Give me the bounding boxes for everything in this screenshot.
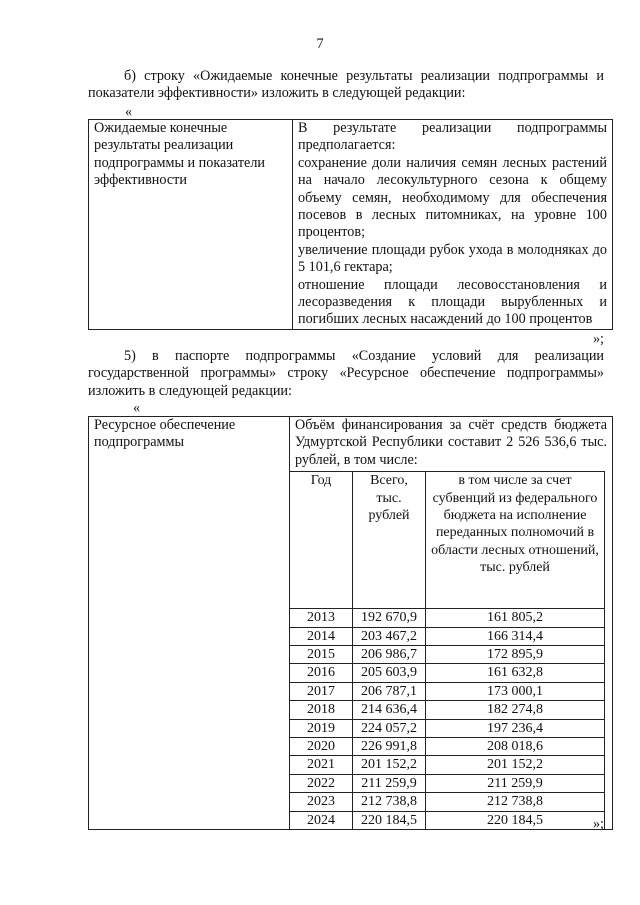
subvention-cell: 220 184,5 bbox=[426, 811, 605, 829]
open-quote-2: « bbox=[133, 400, 141, 416]
year-cell: 2022 bbox=[290, 774, 353, 792]
funding-years-table bbox=[289, 471, 605, 830]
results-table-content bbox=[293, 120, 613, 330]
subvention-cell: 173 000,1 bbox=[426, 682, 605, 700]
paragraph-b bbox=[88, 68, 604, 103]
year-cell: 2024 bbox=[290, 811, 353, 829]
table-row bbox=[290, 609, 605, 627]
table-row bbox=[290, 627, 605, 645]
year-cell: 2013 bbox=[290, 609, 353, 627]
year-cell: 2023 bbox=[290, 793, 353, 811]
subvention-cell: 208 018,6 bbox=[426, 738, 605, 756]
total-cell: 220 184,5 bbox=[353, 811, 426, 829]
subvention-cell: 197 236,4 bbox=[426, 719, 605, 737]
funding-table bbox=[88, 416, 613, 830]
close-quote-1: »; bbox=[592, 331, 604, 347]
subvention-cell: 201 152,2 bbox=[426, 756, 605, 774]
table-row bbox=[290, 701, 605, 719]
year-cell: 2014 bbox=[290, 627, 353, 645]
table-row bbox=[290, 682, 605, 700]
year-cell: 2019 bbox=[290, 719, 353, 737]
funding-intro: Объём финансирования за счёт средств бюджета Удмуртской Республики составит 2 526 536,6 тыс. рублей, в том числе: bbox=[295, 417, 607, 468]
year-cell: 2017 bbox=[290, 682, 353, 700]
table-row bbox=[290, 793, 605, 811]
subvention-cell: 161 632,8 bbox=[426, 664, 605, 682]
results-line: сохранение доли наличия семян лесных растений на начало лесокультурного сезона к общему объему семян, необходимому для обеспечения посевов в лесных питомниках, на уровне 100 процентов; bbox=[298, 154, 607, 241]
year-cell: 2015 bbox=[290, 646, 353, 664]
year-cell: 2020 bbox=[290, 738, 353, 756]
paragraph-b-text: б) строку «Ожидаемые конечные результаты реализации подпрограммы и показатели эффективности» изложить в следующей редакции: bbox=[88, 68, 604, 102]
total-cell: 214 636,4 bbox=[353, 701, 426, 719]
total-cell: 224 057,2 bbox=[353, 719, 426, 737]
open-quote-1: « bbox=[125, 104, 133, 120]
subvention-cell: 172 895,9 bbox=[426, 646, 605, 664]
page-number: 7 bbox=[316, 36, 324, 52]
year-cell: 2018 bbox=[290, 701, 353, 719]
total-cell: 206 787,1 bbox=[353, 682, 426, 700]
subvention-cell: 182 274,8 bbox=[426, 701, 605, 719]
total-cell: 226 991,8 bbox=[353, 738, 426, 756]
total-cell: 211 259,9 bbox=[353, 774, 426, 792]
table-row bbox=[290, 719, 605, 737]
year-cell: 2021 bbox=[290, 756, 353, 774]
results-line: отношение площади лесовосстановления и лесоразведения к площади вырубленных и погибших лесных насаждений до 100 процентов bbox=[298, 276, 607, 328]
results-table bbox=[88, 119, 613, 330]
table-row bbox=[290, 774, 605, 792]
paragraph-5-text: 5) в паспорте подпрограммы «Создание условий для реализации государственной программы» строку «Ресурсное обеспечение подпрограммы» изложить в следующей редакции: bbox=[88, 348, 604, 399]
results-table-label: Ожидаемые конечные результаты реализации подпрограммы и показатели эффективности bbox=[89, 120, 293, 330]
funding-table-label: Ресурсное обеспечение подпрограммы bbox=[89, 417, 290, 830]
paragraph-5 bbox=[88, 348, 604, 400]
table-row bbox=[290, 664, 605, 682]
total-cell: 203 467,2 bbox=[353, 627, 426, 645]
close-quote-2: »; bbox=[592, 816, 604, 832]
col-header-subvention: в том числе за счет субвенций из федерального бюджета на исполнение переданных полномочий в области лесных отношений, тыс. рублей bbox=[426, 472, 605, 609]
subvention-cell: 211 259,9 bbox=[426, 774, 605, 792]
table-row bbox=[290, 646, 605, 664]
total-cell: 206 986,7 bbox=[353, 646, 426, 664]
funding-table-content bbox=[290, 417, 613, 830]
col-header-total: Всего, тыс. рублей bbox=[353, 472, 426, 609]
subvention-cell: 212 738,8 bbox=[426, 793, 605, 811]
results-line: В результате реализации подпрограммы предполагается: bbox=[298, 120, 607, 154]
total-cell: 192 670,9 bbox=[353, 609, 426, 627]
table-row bbox=[290, 738, 605, 756]
subvention-cell: 166 314,4 bbox=[426, 627, 605, 645]
subvention-cell: 161 805,2 bbox=[426, 609, 605, 627]
total-cell: 205 603,9 bbox=[353, 664, 426, 682]
results-line: увеличение площади рубок ухода в молодняках до 5 101,6 гектара; bbox=[298, 241, 607, 276]
year-cell: 2016 bbox=[290, 664, 353, 682]
table-row bbox=[290, 811, 605, 829]
total-cell: 212 738,8 bbox=[353, 793, 426, 811]
total-cell: 201 152,2 bbox=[353, 756, 426, 774]
col-header-year: Год bbox=[290, 472, 353, 609]
table-row bbox=[290, 756, 605, 774]
